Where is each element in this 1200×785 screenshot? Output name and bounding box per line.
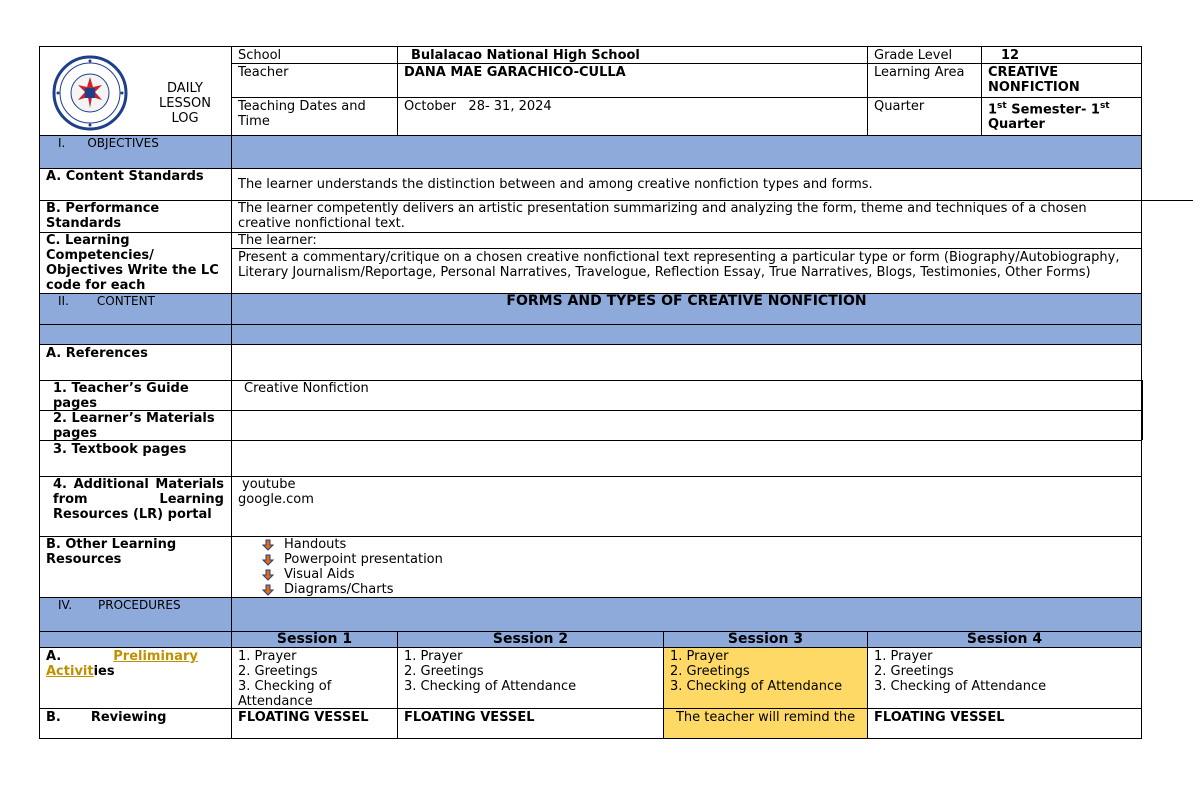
reviewing-label: B. Reviewing [46,710,167,725]
content-standards-label: A. Content Standards [46,169,204,184]
arrow-bullet-icon [262,584,274,596]
performance-standards-value: The learner competently delivers an artistic presentation summarizing and analyzing the form, theme and techniques of a chosen creative nonfictional text. [238,201,1087,231]
other-resources-list [256,536,856,598]
session-1-review: FLOATING VESSEL [238,710,369,725]
daily-lesson-log-title: DAILY LESSON LOG [159,81,211,126]
learning-area-label: Learning Area [874,65,965,80]
preliminary-activities-label: A. Preliminary Activities [46,649,198,679]
session-4-review: FLOATING VESSEL [874,710,1005,725]
session-1-prelim: 1. Prayer 2. Greetings 3. Checking of Attendance [238,649,332,709]
teachers-guide-label: 1. Teacher’s Guide pages [53,381,189,411]
session-2-prelim: 1. Prayer 2. Greetings 3. Checking of Attendance [404,649,577,694]
grade-level-label: Grade Level [874,48,953,63]
content-standards-value: The learner understands the distinction between and among creative nonfiction types and forms. [238,177,873,192]
other-resources-label: B. Other Learning Resources [46,537,177,567]
arrow-bullet-icon [262,554,274,566]
quarter-label: Quarter [874,99,925,114]
performance-standards-label: B. Performance Standards [46,201,160,231]
learning-competencies-label: C. Learning Competencies/ Objectives Write the LC code for each [46,233,219,293]
deped-logo [52,55,128,131]
resource-item: Powerpoint presentation [262,552,850,567]
session-3-header: Session 3 [727,631,804,647]
session-3-review: The teacher will remind the [675,710,856,725]
school-label: School [238,48,282,63]
teaching-dates-label: Teaching Dates and Time [238,99,366,129]
preliminary-activities-link[interactable]: Preliminary Activit [46,649,198,679]
session-4-header: Session 4 [966,631,1043,647]
learning-area-value: CREATIVE NONFICTION [988,65,1080,95]
session-1-header: Session 1 [276,631,353,647]
session-3-prelim: 1. Prayer 2. Greetings 3. Checking of Attendance [670,649,843,694]
quarter-value: 1st Semester- 1st Quarter [988,101,1110,133]
content-subband [40,324,1141,344]
teacher-value: DANA MAE GARACHICO-CULLA [404,65,626,80]
additional-material-item: google.com [238,492,314,507]
school-value: Bulalacao National High School [411,48,640,63]
textbook-pages-label: 3. Textbook pages [53,442,187,457]
resource-item: Diagrams/Charts [262,582,850,597]
additional-materials-values [232,476,1132,508]
session-2-header: Session 2 [492,631,569,647]
arrow-bullet-icon [262,569,274,581]
teacher-label: Teacher [238,65,289,80]
procedures-heading: IV. PROCEDURES [58,598,181,612]
learners-materials-label: 2. Learner’s Materials pages [53,411,215,441]
objectives-heading: I. OBJECTIVES [58,136,159,150]
teachers-guide-value: Creative Nonfiction [244,381,369,396]
references-label: A. References [46,346,148,361]
teaching-dates-value: October 28- 31, 2024 [404,99,552,114]
competencies-value: Present a commentary/critique on a chosen creative nonfictional text representing a particular type or form (Biography/Autobiography, Literary Journalism/Reportage, Personal Narratives, Travelogue, Reflection Essay, True Narratives, Blogs, Testimonies, Other Forms) [238,250,1120,280]
arrow-bullet-icon [262,539,274,551]
competencies-intro: The learner: [238,233,317,248]
session-4-prelim: 1. Prayer 2. Greetings 3. Checking of Attendance [874,649,1047,694]
content-topic: FORMS AND TYPES OF CREATIVE NONFICTION [506,293,867,309]
session-2-review: FLOATING VESSEL [404,710,535,725]
additional-materials-label: 4. Additional Materials from Learning Resources (LR) portal [53,477,224,522]
grade-level-value: 12 [1001,48,1020,63]
content-heading: II. CONTENT [58,294,155,308]
resource-item: Visual Aids [262,567,850,582]
resource-item: Handouts [262,537,850,552]
additional-material-item: youtube [242,477,296,492]
